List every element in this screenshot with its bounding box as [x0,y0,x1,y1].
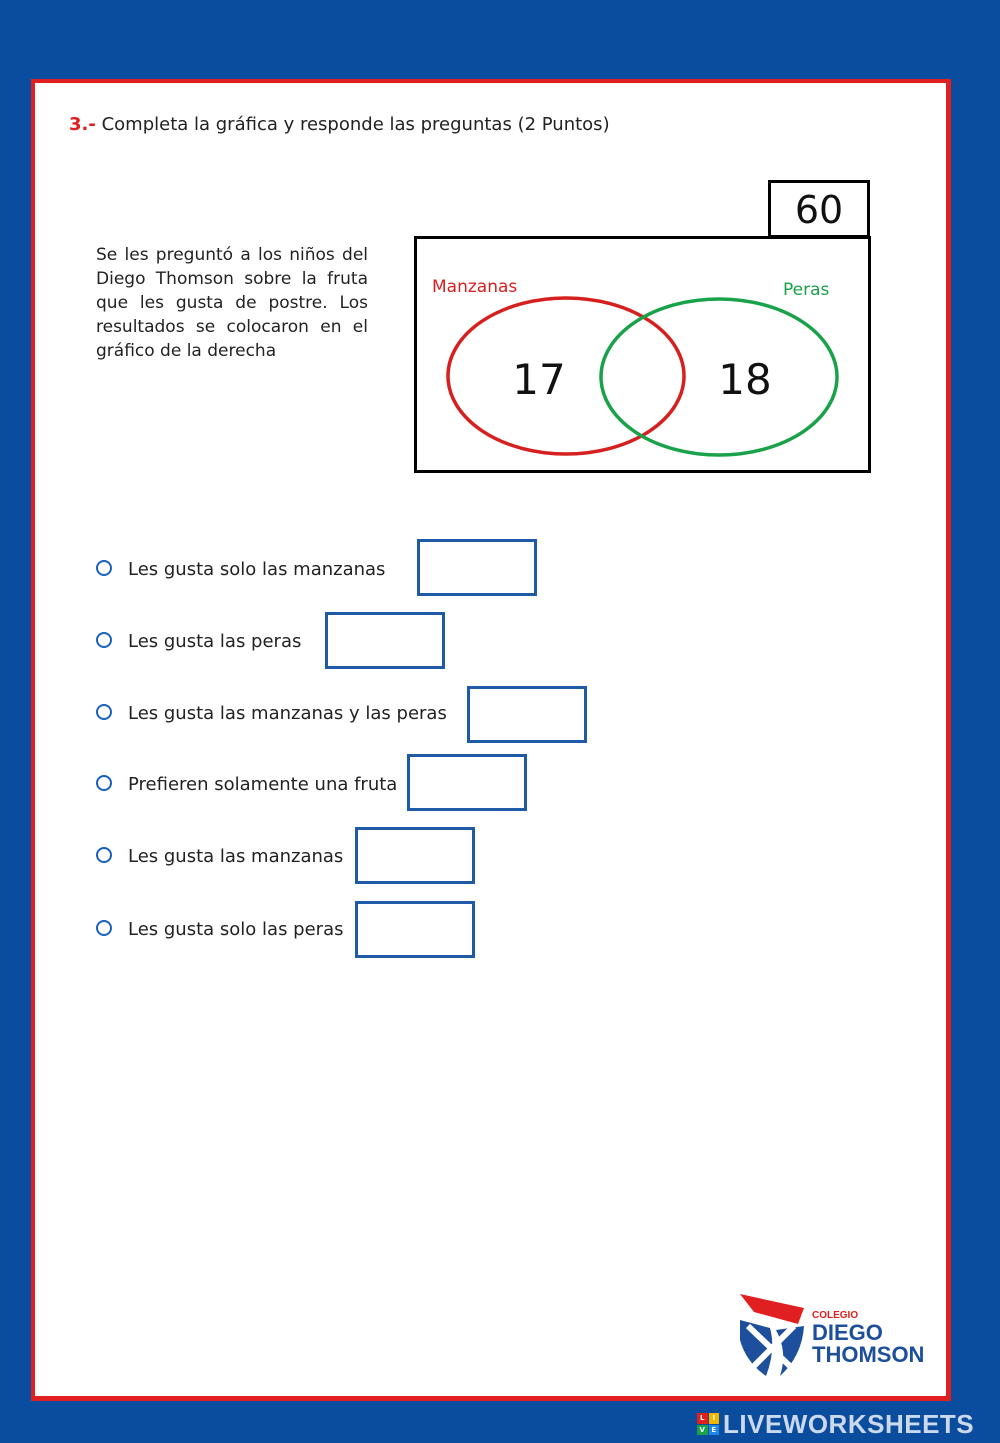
logo-line2: THOMSON [812,1342,925,1367]
item-label: Prefieren solamente una fruta [128,774,398,795]
item-label: Les gusta solo las manzanas [128,559,386,580]
circle-bullet-icon [96,704,112,720]
circle-bullet-icon [96,632,112,648]
problem-description: Se les preguntó a los niños del Diego Thomson sobre la fruta que les gusta de postre. Los resultados se colocaron en el gráfico de la derecha [96,245,368,361]
list-item [96,774,397,795]
answer-input[interactable] [325,612,445,669]
logo-small: COLEGIO [812,1310,859,1321]
item-label: Les gusta las manzanas y las peras [128,703,447,724]
circle-bullet-icon [96,847,112,863]
question-number: 3.- [69,114,96,135]
answer-input[interactable] [417,539,537,596]
manzanas-only-value: 17 [512,355,566,404]
watermark [697,1409,974,1439]
watermark-text: LIVEWORKSHEETS [723,1408,975,1439]
item-label: Les gusta solo las peras [128,919,344,940]
venn-diagram [414,236,871,473]
item-label: Les gusta las peras [128,631,302,652]
question-text: Completa la gráfica y responde las preguntas (2 Puntos) [101,114,610,135]
answer-input[interactable] [355,827,475,884]
liveworksheets-icon: L I V E [697,1413,719,1435]
circle-bullet-icon [96,775,112,791]
answer-input[interactable] [467,686,587,743]
list-item [96,631,301,652]
circle-bullet-icon [96,920,112,936]
venn-total: 60 [768,180,870,238]
logo-line1: DIEGO [812,1320,883,1345]
peras-label: Peras [783,280,830,300]
venn-svg [417,239,868,470]
peras-only-value: 18 [718,355,772,404]
answer-input[interactable] [355,901,475,958]
question-title [69,114,610,135]
manzanas-label: Manzanas [432,277,518,297]
list-item [96,846,343,867]
item-label: Les gusta las manzanas [128,846,344,867]
manzanas-circle [448,298,684,454]
school-logo-text [812,1310,924,1366]
list-item [96,703,447,724]
list-item [96,559,385,580]
list-item [96,919,343,940]
circle-bullet-icon [96,560,112,576]
answer-input[interactable] [407,754,527,811]
